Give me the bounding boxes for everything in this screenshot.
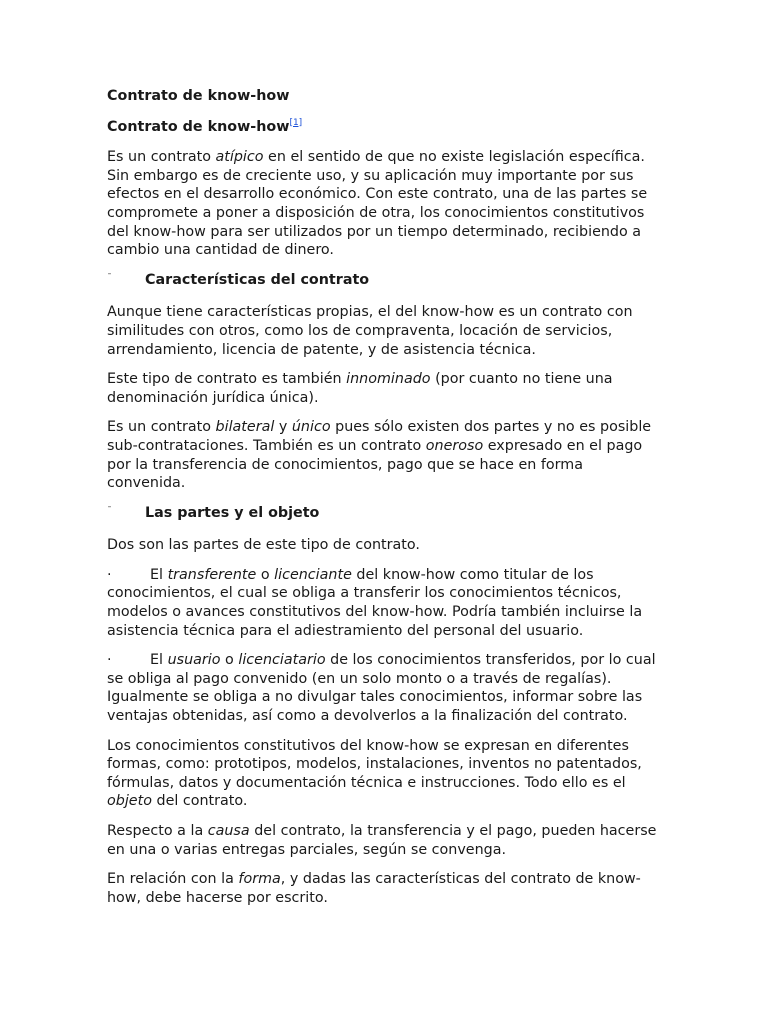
text: Este tipo de contrato es también — [107, 371, 347, 388]
text: En relación con la — [107, 871, 239, 888]
section-heading-partes — [107, 504, 663, 525]
paragraph — [107, 370, 663, 407]
italic-text: transferente — [167, 566, 257, 583]
heading-marker: ¯ — [107, 272, 112, 284]
italic-text: usuario — [167, 652, 221, 669]
intro-text-rest: en el sentido de que no existe legislación específica. Sin embargo es de creciente uso, y su aplicación muy importante por sus efectos en el desarrollo económico. Con este contrato, una de las partes se compromete a poner a disposición de otra, los conocimientos constitutivos del know-how para ser utilizados por un tiempo determinado, recibiendo a cambio una cantidad de dinero. — [107, 149, 648, 259]
text: del know-how como titular de los conocimientos, el cual se obliga a transferir los conocimientos técnicos, modelos o avances constitutivos del know-how. Podría también incluirse la asistencia técnica para el adiestramiento del personal del usuario. — [107, 566, 643, 639]
paragraph — [107, 737, 663, 811]
bullet-marker: · — [107, 566, 112, 583]
intro-paragraph — [107, 148, 663, 260]
text: Es un contrato — [107, 419, 216, 436]
italic-text: licenciante — [274, 566, 352, 583]
italic-text: oneroso — [425, 437, 484, 454]
text: o — [220, 652, 239, 669]
italic-text: bilateral — [215, 419, 275, 436]
italic-text: causa — [207, 823, 250, 839]
heading-text: Características del contrato — [145, 271, 370, 288]
section-heading-caracteristicas — [107, 271, 663, 292]
document-body — [107, 87, 663, 918]
document-title: Contrato de know-how — [107, 88, 290, 104]
document-subtitle — [107, 118, 663, 137]
text: Respecto a la — [107, 823, 208, 839]
text: , y dadas las características del contrato de know-how, debe hacerse por escrito. — [107, 871, 641, 906]
bullet-item — [107, 566, 663, 640]
subtitle-text: Contrato de know-how — [107, 118, 290, 135]
text: El — [150, 652, 168, 669]
text: El — [150, 566, 168, 583]
italic-text: licenciatario — [238, 652, 326, 669]
text: pues sólo existen dos partes y no es posible sub-contrataciones. También es un contrato — [107, 419, 652, 454]
text: Los conocimientos constitutivos del know-how se expresan en diferentes formas, como: prototipos, modelos, instalaciones, inventos no patentados, fórmulas, datos y documentación técnica e instrucciones. Todo ello es el — [107, 737, 642, 791]
italic-text: innominado — [346, 371, 431, 388]
text: expresado en el pago por la transferencia de conocimientos, pago que se hace en forma convenida. — [107, 437, 643, 492]
intro-italic: atípico — [215, 149, 264, 166]
paragraph: Aunque tiene características propias, el del know-how es un contrato con similitudes con otros, como los de compraventa, locación de servicios, arrendamiento, licencia de patente, y de asistencia técnica. — [107, 304, 633, 358]
heading-marker: ¯ — [107, 505, 112, 517]
paragraph: Dos son las partes de este tipo de contrato. — [107, 537, 420, 554]
text: del contrato. — [151, 793, 248, 810]
paragraph — [107, 822, 663, 859]
bullet-marker: · — [107, 652, 112, 669]
intro-text: Es un contrato — [107, 149, 216, 166]
italic-text: forma — [238, 871, 281, 888]
paragraph — [107, 418, 663, 492]
italic-text: objeto — [107, 793, 152, 810]
text: o — [256, 566, 275, 583]
footnote-link[interactable]: [1] — [289, 117, 303, 128]
bullet-item — [107, 651, 663, 725]
italic-text: único — [291, 419, 331, 436]
text: y — [274, 419, 292, 436]
text: del contrato, la transferencia y el pago, pueden hacerse en una o varias entregas parciales, según se convenga. — [107, 823, 657, 858]
paragraph — [107, 870, 663, 907]
text: (por cuanto no tiene una denominación jurídica única). — [107, 371, 613, 406]
text: de los conocimientos transferidos, por lo cual se obliga al pago convenido (en un solo monto o a través de regalías). Igualmente se obliga a no divulgar tales conocimientos, informar sobre las ventajas obtenidas, así como a devolverlos a la finalización del contrato. — [107, 652, 656, 725]
heading-text: Las partes y el objeto — [145, 504, 320, 521]
